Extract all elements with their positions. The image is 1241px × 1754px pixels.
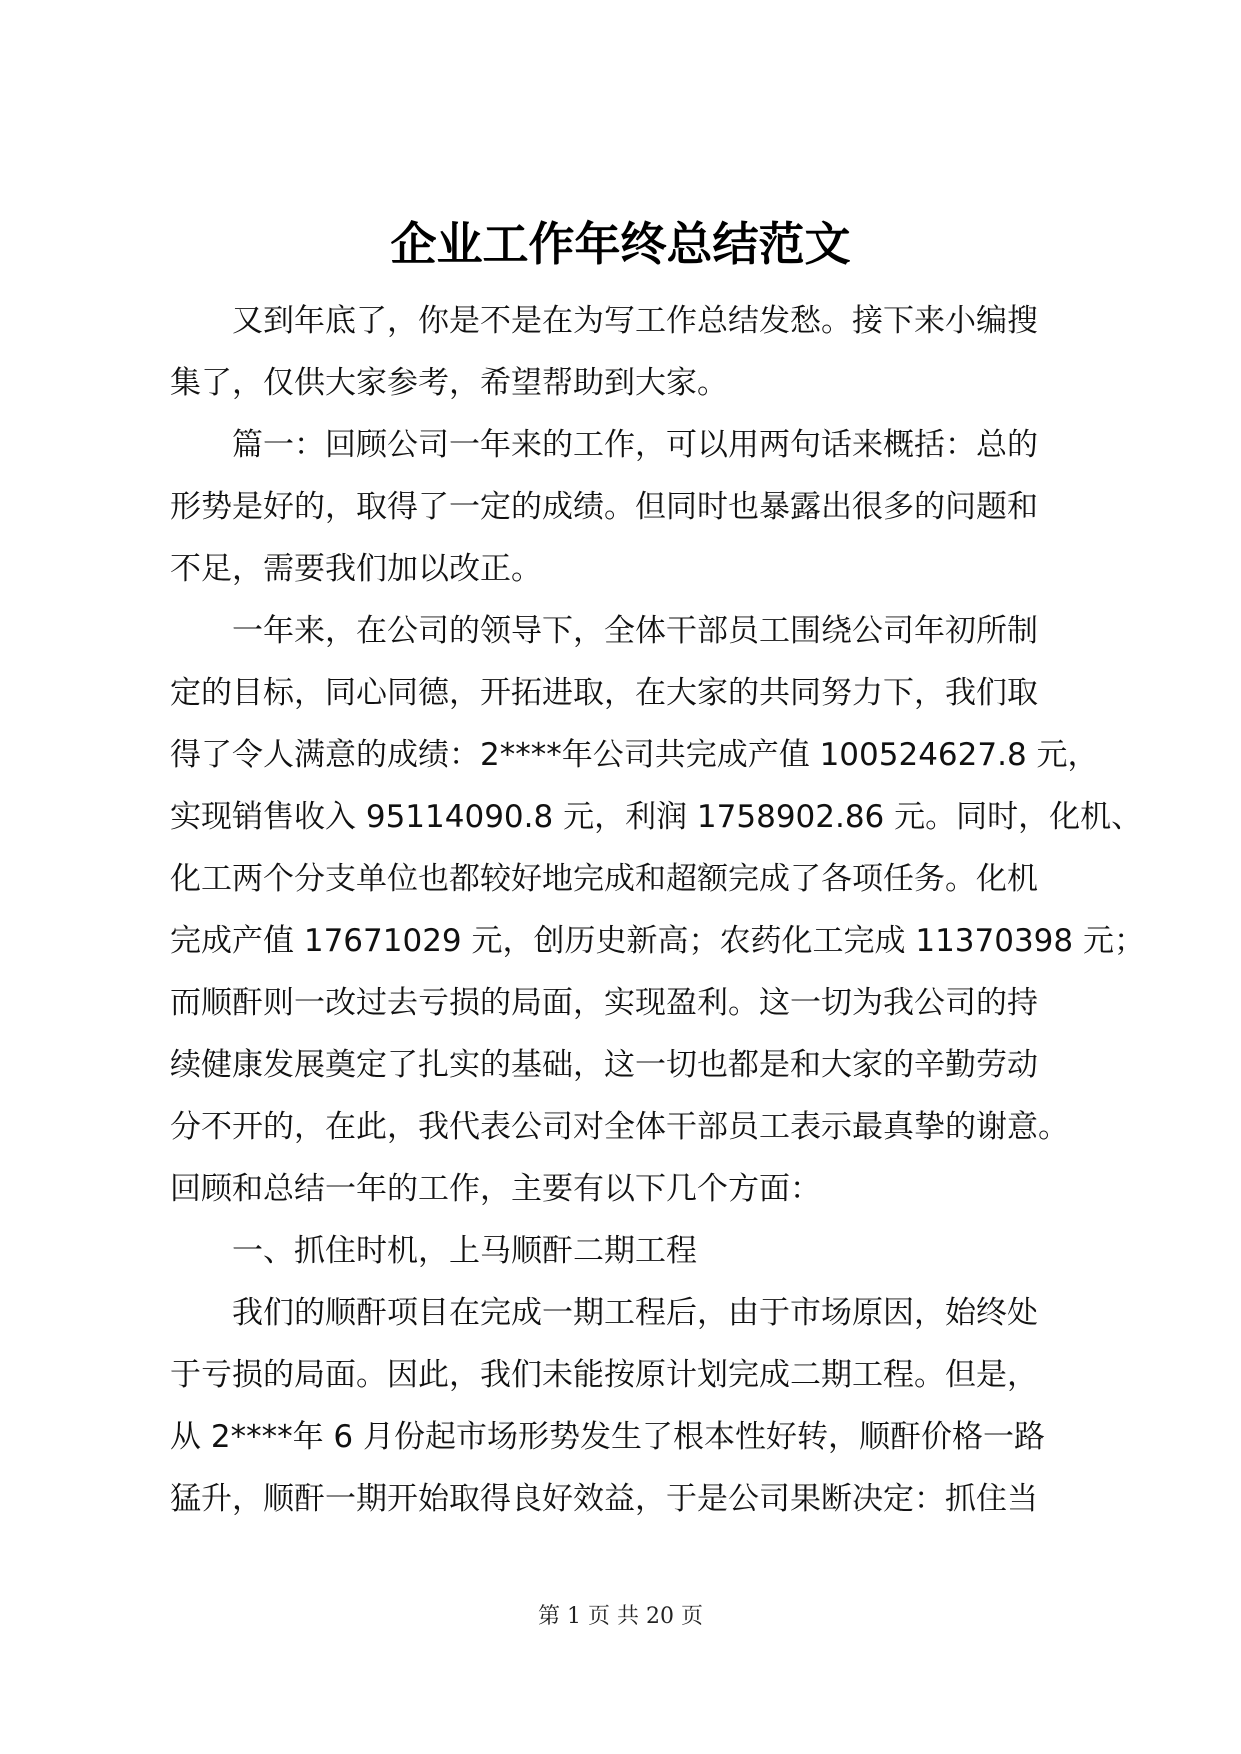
paragraph-review-line-3: 得了令人满意的成绩：2****年公司共完成产值 100524627.8 元， (170, 737, 1099, 773)
paragraph-section1-line-1: 我们的顺酐项目在完成一期工程后，由于市场原因，始终处 (232, 1295, 1038, 1331)
paragraph-section1-line-2: 于亏损的局面。因此，我们未能按原计划完成二期工程。但是， (170, 1357, 1038, 1393)
paragraph-review-line-5: 化工两个分支单位也都较好地完成和超额完成了各项任务。化机 (170, 861, 1038, 897)
document-title: 企业工作年终总结范文 (390, 217, 851, 271)
paragraph-section1-line-4: 猛升，顺酐一期开始取得良好效益，于是公司果断决定：抓住当 (170, 1481, 1038, 1517)
paragraph-review-line-8: 续健康发展奠定了扎实的基础，这一切也都是和大家的辛勤劳动 (170, 1047, 1038, 1083)
paragraph-review-line-4: 实现销售收入 95114090.8 元，利润 1758902.86 元。同时，化机、 (170, 799, 1143, 835)
paragraph-review-line-9: 分不开的，在此，我代表公司对全体干部员工表示最真挚的谢意。 (170, 1109, 1069, 1145)
paragraph-intro-line-1: 又到年底了，你是不是在为写工作总结发愁。接下来小编搜 (232, 303, 1038, 339)
page-footer: 第 1 页 共 20 页 (538, 1604, 703, 1629)
paragraph-section1-line-3: 从 2****年 6 月份起市场形势发生了根本性好转，顺酐价格一路 (170, 1419, 1046, 1455)
paragraph-part1-line-1: 篇一：回顾公司一年来的工作，可以用两句话来概括：总的 (232, 427, 1038, 463)
paragraph-review-line-2: 定的目标，同心同德，开拓进取，在大家的共同努力下，我们取 (170, 675, 1038, 711)
paragraph-part1-line-2: 形势是好的，取得了一定的成绩。但同时也暴露出很多的问题和 (170, 489, 1038, 525)
section-heading-1: 一、抓住时机，上马顺酐二期工程 (232, 1233, 697, 1269)
paragraph-review-line-10: 回顾和总结一年的工作，主要有以下几个方面： (170, 1171, 821, 1207)
paragraph-review-line-6: 完成产值 17671029 元，创历史新高；农药化工完成 11370398 元； (170, 923, 1145, 959)
paragraph-intro-line-2: 集了，仅供大家参考，希望帮助到大家。 (170, 365, 728, 401)
paragraph-part1-line-3: 不足，需要我们加以改正。 (170, 551, 542, 587)
document-body (170, 290, 1145, 1530)
paragraph-review-line-7: 而顺酐则一改过去亏损的局面，实现盈利。这一切为我公司的持 (170, 985, 1038, 1021)
paragraph-review-line-1: 一年来，在公司的领导下，全体干部员工围绕公司年初所制 (232, 613, 1038, 649)
